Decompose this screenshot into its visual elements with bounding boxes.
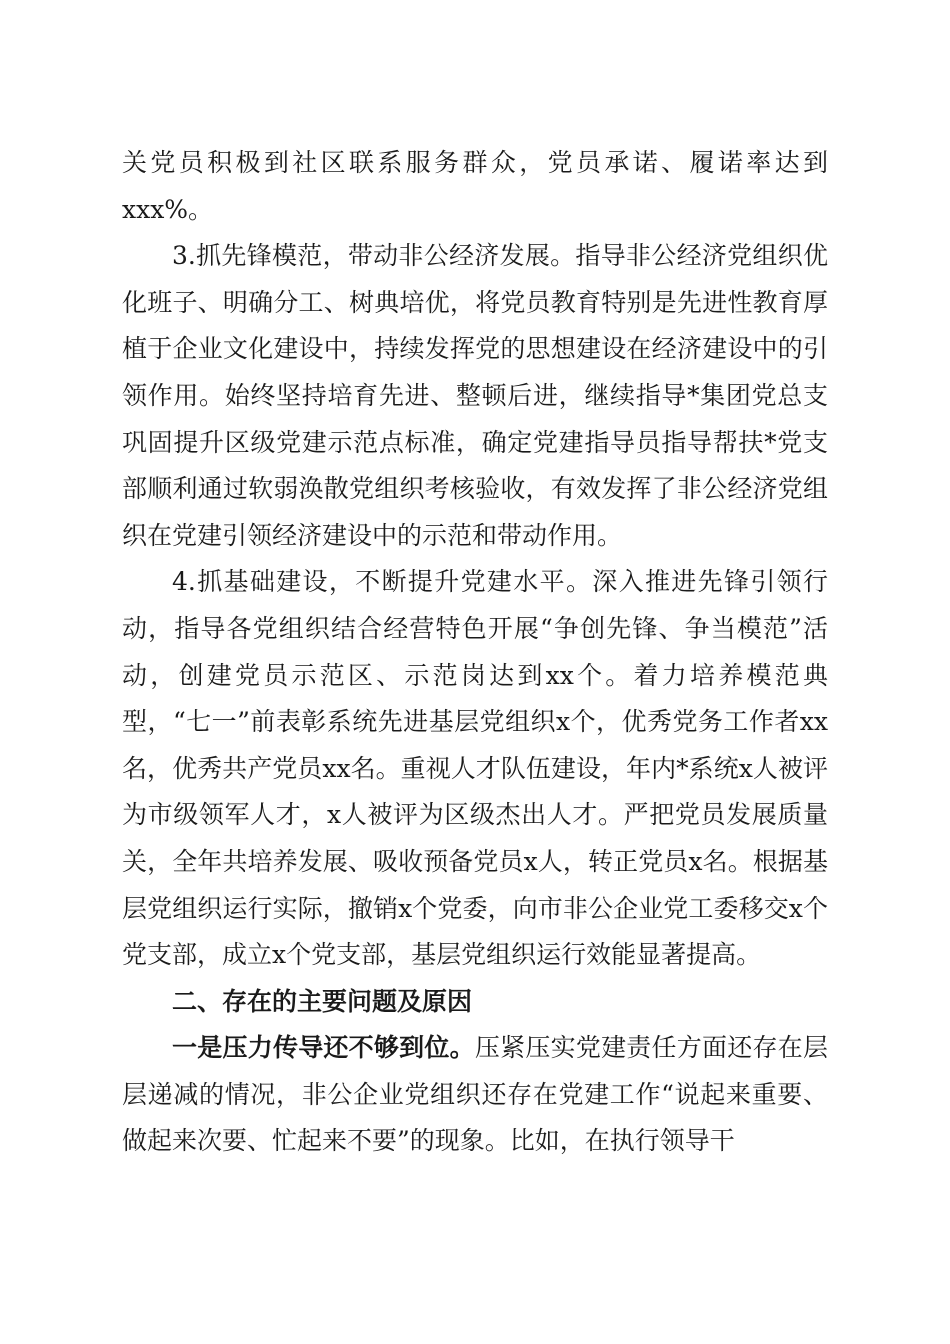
- section-heading: 二、存在的主要问题及原因: [172, 986, 473, 1016]
- problem-1-text: 压紧压实党建责任方面还存在层层递减的情况，非公企业党组织还存在党建工作“说起来重要、做起来次要、忙起来不要”的现象。比如，在执行领导干: [122, 1033, 828, 1156]
- paragraph-continuation: 关党员积极到社区联系服务群众，党员承诺、履诺率达到xxx%。: [122, 148, 828, 224]
- problem-1-lead: 一是压力传导还不够到位。: [172, 1033, 475, 1063]
- paragraph-item-4: 4.抓基础建设，不断提升党建水平。深入推进先锋引领行动，指导各党组织结合经营特色开展“争创先锋、争当模范”活动，创建党员示范区、示范岗达到xx个。着力培养模范典型，“七一”前表彰系统先进基层党组织x个，优秀党务工作者xx名，优秀共产党员xx名。重视人才队伍建设，年内*系统x人被评为市级领军人才，x人被评为区级杰出人才。严把党员发展质量关，全年共培养发展、吸收预备党员x人，转正党员x名。根据基层党组织运行实际，撤销x个党委，向市非公企业党工委移交x个党支部，成立x个党支部，基层党组织运行效能显著提高。: [122, 567, 828, 970]
- paragraph-problem-1: [122, 1025, 828, 1165]
- document-body: [122, 140, 828, 1165]
- paragraph-item-3: 3.抓先锋模范，带动非公经济发展。指导非公经济党组织优化班子、明确分工、树典培优，将党员教育特别是先进性教育厚植于企业文化建设中，持续发挥党的思想建设在经济建设中的引领作用。始终坚持培育先进、整顿后进，继续指导*集团党总支巩固提升区级党建示范点标准，确定党建指导员指导帮扶*党支部顺利通过软弱涣散党组织考核验收，有效发挥了非公经济党组织在党建引领经济建设中的示范和带动作用。: [122, 241, 828, 550]
